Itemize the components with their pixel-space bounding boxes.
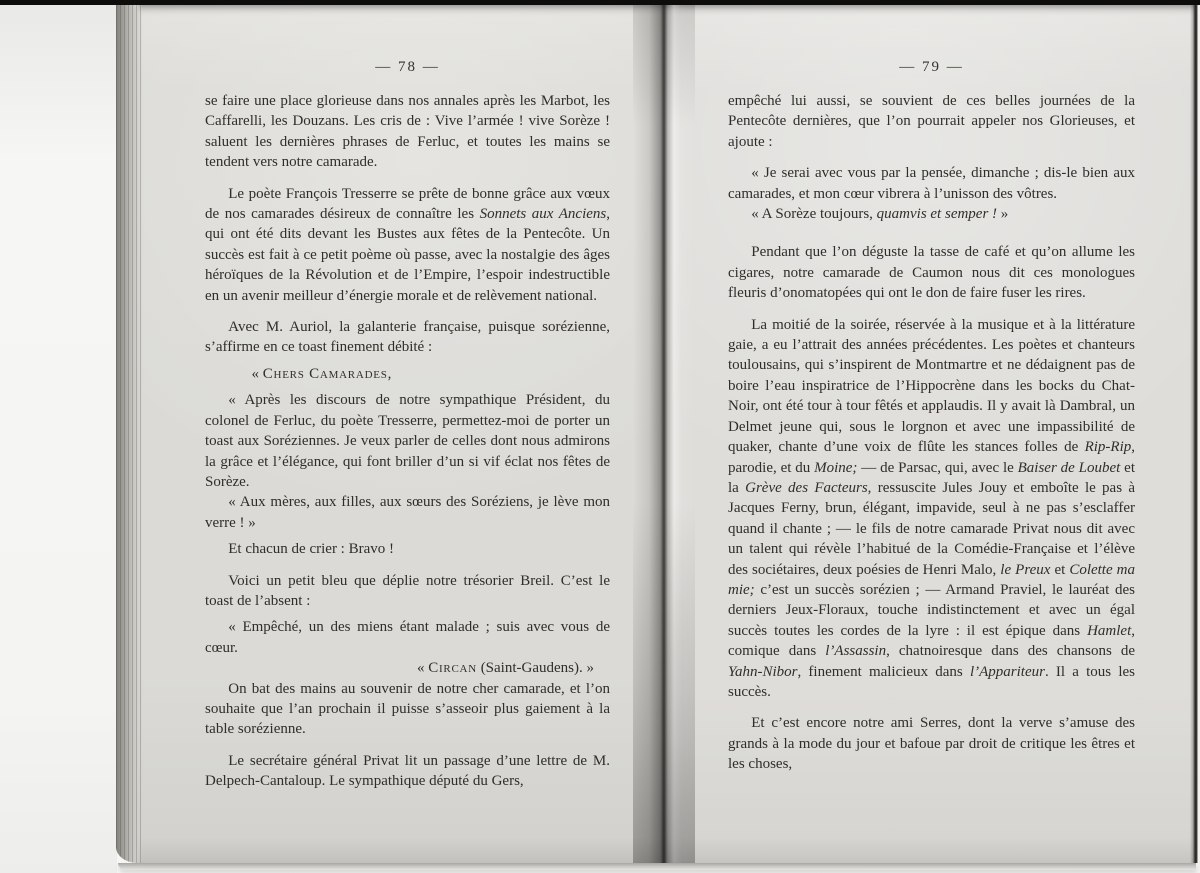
paragraph bbox=[205, 390, 610, 492]
body-text: « A Sorèze toujours, bbox=[751, 206, 877, 223]
paragraph bbox=[252, 364, 611, 384]
smallcaps-text: Circan bbox=[428, 660, 477, 677]
body-text: Avec M. Auriol, la galanterie française, puisque sorézienne, s’affirme en ce toast finement débité : bbox=[205, 319, 610, 356]
smallcaps-text: Chers Camarades bbox=[262, 365, 388, 382]
paragraph bbox=[728, 315, 1135, 703]
italic-text: Moine; bbox=[814, 459, 858, 476]
body-text: , qui ont été dits devant les Bustes aux fêtes de la Pentecôte. Un succès est fait à ce petit poème où passe, avec la nostalgie des âges héroïques de la Révolution et de l’Empire, l’espoir indestructible en un avenir meilleur d’énergie morale et de relèvement national. bbox=[205, 206, 610, 304]
paragraph bbox=[205, 492, 610, 533]
italic-text: Hamlet bbox=[1087, 622, 1132, 639]
paragraph bbox=[728, 91, 1135, 152]
body-text: Et c’est encore notre ami Serres, dont la verve s’amuse des grands à la mode du jour et bafoue par droit de critique les êtres et les choses, bbox=[728, 715, 1135, 773]
body-text: Le poète François Tresserre se prête de bonne grâce aux vœux de nos camarades désireux de connaître les bbox=[205, 185, 610, 223]
right-page-number: — 79 — bbox=[899, 59, 964, 75]
body-text: , bbox=[387, 365, 392, 382]
body-text: Pendant que l’on déguste la tasse de café et qu’on allume les cigares, notre camarade de Caumon nous dit ces monologues fleuris d’onomatopées qui ont le don de faire fuser les rires. bbox=[728, 244, 1135, 302]
paragraph bbox=[728, 163, 1135, 204]
right-page-content bbox=[663, 5, 1198, 863]
body-text: se faire une place glorieuse dans nos annales après les Marbot, les Caffarelli, les Douzans. Les cris de : Vive l’armée ! vive Sorèze ! saluent les dernières phrases de Ferluc, et toutes les mains se tendent vers notre camarade. bbox=[205, 93, 610, 171]
body-text: , comique dans bbox=[728, 622, 1135, 660]
left-page bbox=[116, 5, 663, 863]
paragraph bbox=[728, 204, 1135, 224]
paragraph bbox=[728, 242, 1135, 303]
body-text: , parodie, et du bbox=[728, 439, 1135, 476]
body-text: — de Parsac, qui, avec le bbox=[857, 459, 1018, 476]
italic-text: l’Assassin bbox=[825, 643, 887, 660]
body-text: c’est un succès sorézien ; — Armand Praviel, le lauréat des derniers Jeux-Floraux, touche indistinctement et avec un égal succès toutes les cordes de la lyre : il est épique dans bbox=[728, 581, 1135, 639]
paragraph bbox=[205, 91, 610, 173]
left-page-text bbox=[205, 91, 610, 792]
italic-text: Baiser de Loubet bbox=[1017, 459, 1121, 476]
paragraph bbox=[205, 184, 610, 306]
body-text: On bat des mains au souvenir de notre cher camarade, et l’on souhaite que l’an prochain il puisse s’asseoir plus gaiement à la table sorézienne. bbox=[205, 680, 610, 738]
body-text: Le secrétaire général Privat lit un passage d’une lettre de M. Delpech-Cantaloup. Le sympathique député du Gers, bbox=[205, 752, 610, 790]
body-text: « Empêché, un des miens étant malade ; suis avec vous de cœur. bbox=[205, 619, 610, 656]
left-page-content bbox=[116, 5, 663, 863]
body-text: , ressuscite Jules Jouy et emboîte le pas à Jacques Ferny, brun, élégant, impavide, seul à ne pas s’esclaffer quand il chante ; — le fils de notre camarade Privat nous dit avec un talent qui révèle l’habitué de la Comédie-Française et l’élève des sociétaires, deux poésies de Henri Malo, bbox=[728, 479, 1136, 578]
body-text: et bbox=[1050, 561, 1070, 578]
body-text: « Je serai avec vous par la pensée, dimanche ; dis-le bien aux camarades, et mon cœur vibrera à l’unisson des vôtres. bbox=[728, 165, 1135, 202]
open-book bbox=[116, 5, 1198, 863]
paragraph bbox=[205, 617, 610, 658]
book-bottom-edge bbox=[118, 863, 1196, 870]
paragraph bbox=[205, 658, 610, 678]
italic-text: Grève des Facteurs bbox=[745, 479, 868, 496]
left-page-number: — 78 — bbox=[375, 59, 440, 75]
paragraph bbox=[728, 713, 1135, 774]
body-text: Voici un petit bleu que déplie notre trésorier Breil. C’est le toast de l’absent : bbox=[205, 572, 610, 609]
italic-text: Rip-Rip bbox=[1084, 439, 1132, 456]
right-page bbox=[663, 5, 1198, 863]
body-text: empêché lui aussi, se souvient de ces belles journées de la Pentecôte dernières, que l’on pourrait appeler nos Glorieuses, et ajoute : bbox=[728, 93, 1135, 150]
body-text: La moitié de la soirée, réservée à la musique et à la littérature gaie, a eu l’attrait des années précédentes. Les poètes et chanteurs toulousains, qui s’inspirent de Montmartre et ne dédaignent pas de boire l’eau inspiratrice de l’Hippocrène dans les bocks du Chat-Noir, ont été tour à tour fêtés et applaudis. Il y avait là Dambral, un Delmet jeune qui, sous le lorgnon et avec une impassibilité de quaker, chante d’une voix de flûte les stances folles de bbox=[728, 316, 1135, 456]
italic-text: Sonnets aux Anciens bbox=[479, 206, 607, 223]
italic-text: Colette ma mie; bbox=[728, 561, 1135, 598]
body-text: « bbox=[416, 660, 429, 677]
right-page-edge bbox=[1190, 5, 1198, 863]
body-text: . Il a tous les succès. bbox=[728, 663, 1135, 700]
body-text: « Après les discours de notre sympathique Président, du colonel de Ferluc, du poète Tresserre, permettez-moi de porter un toast aux Soréziennes. Je veux parler de celles dont nous admirons la grâce et l’élégance, qui font briller d’un si vif éclat nos fêtes de Sorèze. bbox=[205, 392, 610, 490]
italic-text: le Preux bbox=[1000, 561, 1051, 578]
paragraph bbox=[205, 751, 610, 792]
body-text: » bbox=[997, 206, 1009, 223]
paragraph bbox=[205, 679, 610, 740]
italic-text: quamvis et semper ! bbox=[876, 206, 998, 223]
paragraph bbox=[205, 571, 610, 612]
body-text: « bbox=[251, 365, 263, 382]
body-text: Et chacun de crier : Bravo ! bbox=[228, 541, 395, 558]
paragraph bbox=[205, 317, 610, 358]
italic-text: l’Appariteur bbox=[969, 663, 1045, 680]
body-text: « Aux mères, aux filles, aux sœurs des Soréziens, je lève mon verre ! » bbox=[205, 494, 610, 531]
body-text: , finement malicieux dans bbox=[797, 663, 970, 680]
italic-text: Yahn-Nibor bbox=[728, 663, 798, 680]
right-page-text bbox=[728, 91, 1135, 775]
paragraph bbox=[205, 539, 610, 559]
body-text: (Saint-Gaudens). » bbox=[476, 660, 594, 677]
body-text: , chatnoiresque dans des chansons de bbox=[886, 643, 1136, 660]
body-text: et la bbox=[728, 459, 1135, 496]
scan-background bbox=[0, 5, 117, 873]
